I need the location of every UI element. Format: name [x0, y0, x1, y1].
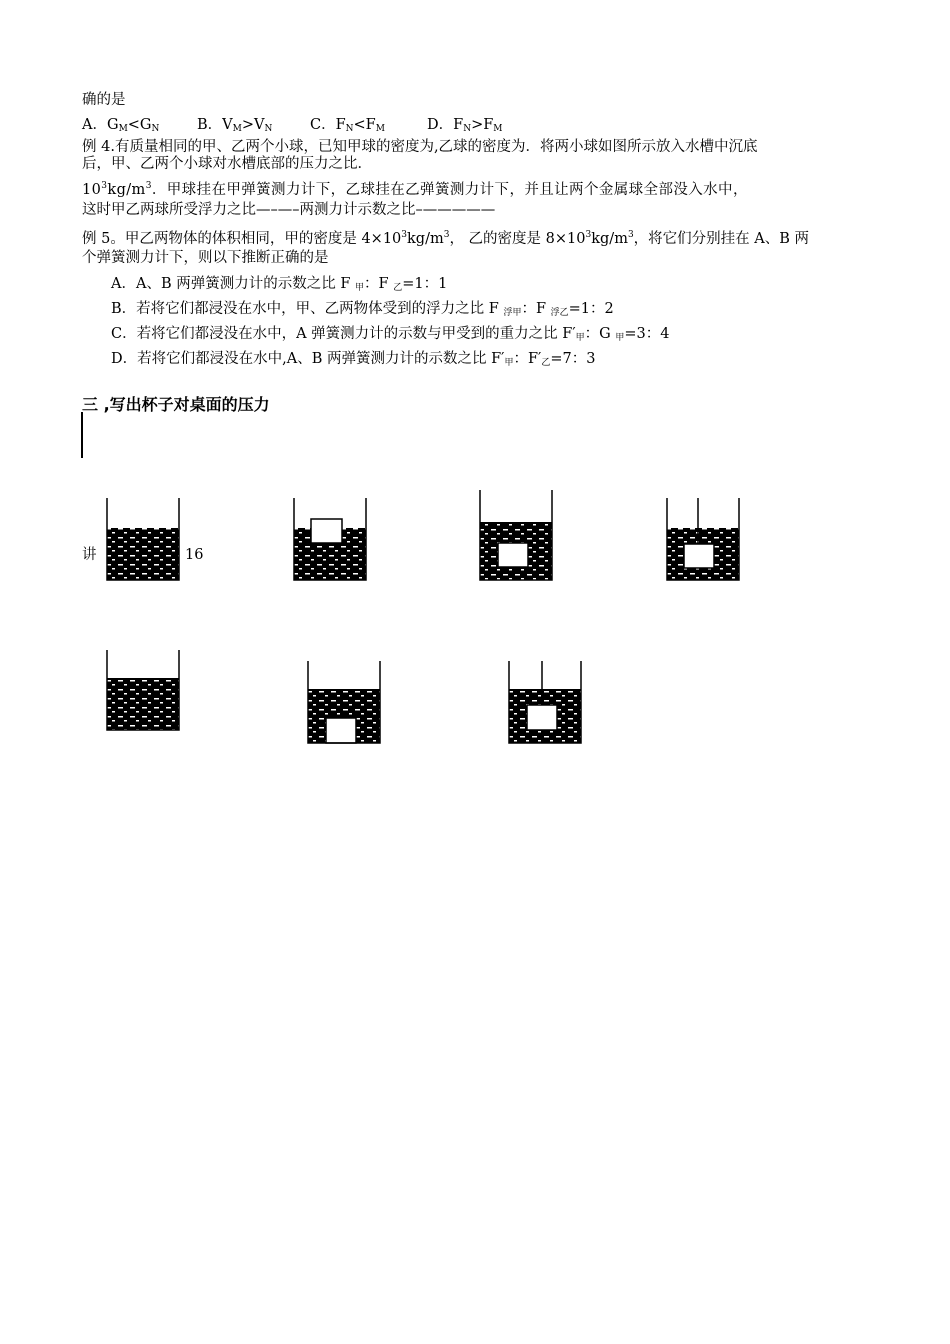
- beaker-5: [104, 650, 182, 732]
- option-b: B．$V_M>V_N$: [197, 117, 273, 134]
- ex5-line2: 个弹簧测力计下，则以下推断正确的是: [82, 250, 329, 266]
- beaker-3-suspended-block: [477, 490, 555, 582]
- section-title: 三 ,写出杯子对桌面的压力: [82, 395, 270, 414]
- ex4-line4: 这时甲乙两球所受浮力之比—–—–两测力计示数之比–—————: [82, 202, 496, 218]
- stray-number: 16: [185, 547, 204, 563]
- beaker-2-floating-block: [291, 498, 369, 582]
- ex5-option-a: A．A、B 两弹簧测力计的示数之比 F $_甲$：F $_乙$=1：1: [111, 276, 448, 293]
- option-d: D．$F_N>F_M$: [427, 117, 503, 134]
- beaker-6-sunk-block: [305, 661, 383, 745]
- option-c: C．$F_N<F_M$: [310, 117, 385, 134]
- ex5-option-d: D．若将它们都浸没在水中,A、B 两弹簧测力计的示数之比 $F'_甲$：$F'_乙=7$：3: [111, 351, 596, 368]
- question-tail: 确的是: [82, 92, 126, 108]
- ex5-option-c: C．若将它们都浸没在水中，A 弹簧测力计的示数与甲受到的重力之比 $F'_甲$：G $_甲$=3：4: [111, 326, 670, 343]
- ex5-option-b: B．若将它们都浸没在水中，甲、乙两物体受到的浮力之比 F $_{浮甲}$：F $_{浮乙}$=1：2: [111, 301, 614, 318]
- ex4-line2: 后，甲、乙两个小球对水槽底部的压力之比．: [82, 156, 372, 172]
- option-a: A．$G_M<G_N$: [82, 117, 160, 134]
- beaker-1: [104, 498, 182, 582]
- ex4-line1: 例 4.有质量相同的甲、乙两个小球，已知甲球的密度为,乙球的密度为．将两小球如图所示放入水槽中沉底: [82, 139, 758, 155]
- ex4-line3: $10^3kg/m^3$．甲球挂在甲弹簧测力计下，乙球挂在乙弹簧测力计下，并且让两个金属球全部没入水中，: [82, 181, 748, 198]
- ex5-line1: 例 5。甲乙两物体的体积相同，甲的密度是 $4\times 10^3kg/m^3$， 乙的密度是 $8\times 10^3kg/m^3$，将它们分别挂在 A、B 两: [82, 230, 810, 247]
- cursor-bar: [81, 412, 83, 458]
- stray-text: 讲: [82, 547, 97, 563]
- beaker-4-hanging-block: [664, 498, 742, 582]
- beaker-7-hanging-block: [506, 661, 584, 745]
